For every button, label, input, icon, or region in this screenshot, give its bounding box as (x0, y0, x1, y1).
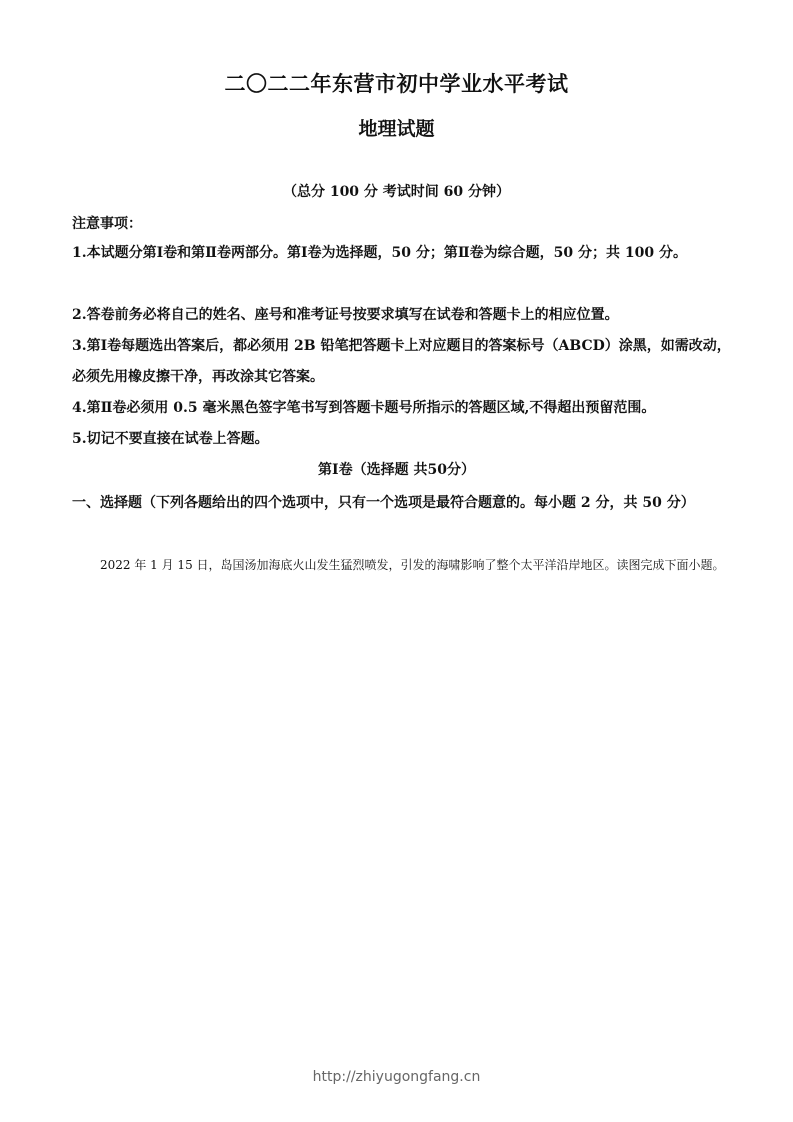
notice-heading: 注意事项： (72, 216, 142, 232)
exam-meta: （总分 100 分 考试时间 60 分钟） (282, 184, 511, 200)
notice-item-4: 4.第Ⅱ卷必须用 0.5 毫米黑色签字笔书写到答题卡题号所指示的答题区域,不得超出预留范围。 (72, 400, 656, 416)
question-stem: 2022 年 1 月 15 日，岛国汤加海底火山发生猛烈喷发，引发的海啸影响了整个太平洋沿岸地区。读图完成下面小题。 (100, 558, 725, 572)
section-heading: 第Ⅰ卷（选择题 共50分） (318, 462, 475, 478)
notice-item-2: 2.答卷前务必将自己的姓名、座号和准考证号按要求填写在试卷和答题卡上的相应位置。 (72, 307, 619, 323)
subject-title: 地理试题 (358, 118, 435, 140)
notice-item-1: 1.本试题分第Ⅰ卷和第Ⅱ卷两部分。第Ⅰ卷为选择题，50 分；第Ⅱ卷为综合题，50 分；共 100 分。 (72, 245, 687, 261)
notice-item-3: 3.第Ⅰ卷每题选出答案后，都必须用 2B 铅笔把答题卡上对应题目的答案标号（ABCD）涂黑，如需改动，必须先用橡皮擦干净，再改涂其它答案。 (72, 338, 731, 385)
footer-url[interactable]: http://zhiyugongfang.cn (312, 1069, 481, 1085)
page-title: 二〇二二年东营市初中学业水平考试 (224, 71, 569, 96)
notice-item-5: 5.切记不要直接在试卷上答题。 (72, 431, 269, 447)
question-instruction: 一、选择题（下列各题给出的四个选项中，只有一个选项是最符合题意的。每小题 2 分，共 50 分） (72, 495, 695, 511)
